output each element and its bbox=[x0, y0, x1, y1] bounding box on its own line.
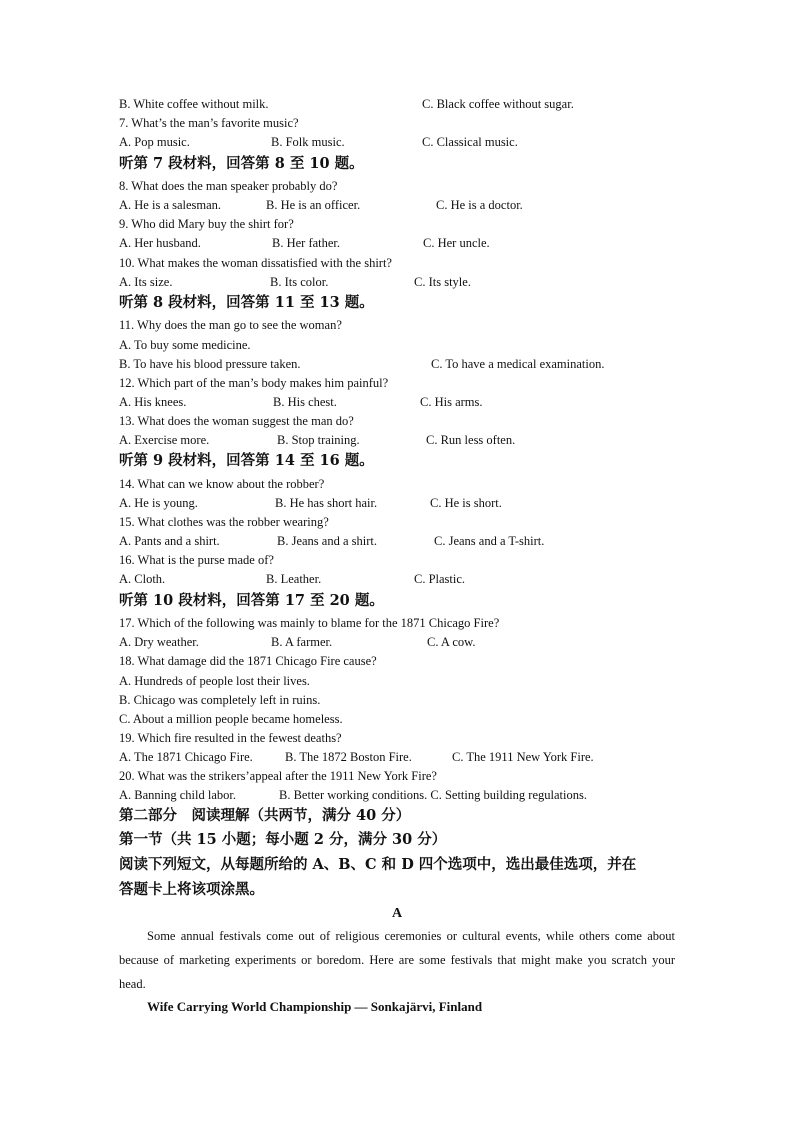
question-9: 9. Who did Mary buy the shirt for? bbox=[119, 217, 294, 231]
option-c: C. Classical music. bbox=[422, 135, 518, 149]
part2-title: 第二部分 阅读理解（共两节，满分 40 分） bbox=[119, 807, 411, 824]
question-8: 8. What does the man speaker probably do? bbox=[119, 179, 338, 193]
option-b: B. Her father. bbox=[272, 236, 341, 250]
passage-text: Some annual festivals come out of religious ceremonies or cultural events, while others come about because of marketing experiments or boredom. Here are some festivals that might make you scratch your head. bbox=[119, 929, 675, 991]
question-18: 18. What damage did the 1871 Chicago Fire cause? bbox=[119, 654, 377, 668]
question-17: 17. Which of the following was mainly to blame for the 1871 Chicago Fire? bbox=[119, 616, 500, 630]
option-a: A. Cloth. bbox=[119, 572, 166, 586]
option-b: B. White coffee without milk. bbox=[119, 97, 269, 111]
option-a: A. Banning child labor. bbox=[119, 788, 236, 802]
option-b: B. His chest. bbox=[273, 395, 337, 409]
option-b: B. Leather. bbox=[266, 572, 322, 586]
question-10: 10. What makes the woman dissatisfied with the shirt? bbox=[119, 256, 392, 270]
option-a: A. He is a salesman. bbox=[119, 198, 222, 212]
question-20: 20. What was the strikers’appeal after the 1911 New York Fire? bbox=[119, 769, 437, 783]
option-a: A. Its size. bbox=[119, 275, 173, 289]
passage-label: A bbox=[391, 906, 403, 921]
option-b: B. He is an officer. bbox=[266, 198, 361, 212]
q18-option-b: B. Chicago was completely left in ruins. bbox=[119, 693, 321, 707]
option-bc: B. Better working conditions. C. Setting building regulations. bbox=[279, 788, 587, 802]
option-a: A. Pop music. bbox=[119, 135, 190, 149]
q11-option-a: A. To buy some medicine. bbox=[119, 338, 251, 352]
option-c: C. Black coffee without sugar. bbox=[422, 97, 574, 111]
option-b: B. To have his blood pressure taken. bbox=[119, 357, 301, 371]
option-b: B. Folk music. bbox=[271, 135, 345, 149]
option-a: A. Her husband. bbox=[119, 236, 201, 250]
option-a: A. The 1871 Chicago Fire. bbox=[119, 750, 253, 764]
option-a: A. He is young. bbox=[119, 496, 198, 510]
option-c: C. Her uncle. bbox=[423, 236, 490, 250]
option-b: B. The 1872 Boston Fire. bbox=[285, 750, 412, 764]
option-b: B. A farmer. bbox=[271, 635, 333, 649]
q18-option-a: A. Hundreds of people lost their lives. bbox=[119, 674, 310, 688]
question-15: 15. What clothes was the robber wearing? bbox=[119, 515, 329, 529]
section-heading-10: 听第 10 段材料，回答第 17 至 20 题。 bbox=[119, 592, 384, 609]
option-a: A. His knees. bbox=[119, 395, 187, 409]
option-c: C. Jeans and a T-shirt. bbox=[434, 534, 545, 548]
passage-subheading: Wife Carrying World Championship — Sonkajärvi, Finland bbox=[147, 999, 483, 1014]
question-7: 7. What’s the man’s favorite music? bbox=[119, 116, 299, 130]
option-c: C. Plastic. bbox=[414, 572, 466, 586]
option-a: A. Exercise more. bbox=[119, 433, 210, 447]
option-c: C. To have a medical examination. bbox=[431, 357, 605, 371]
option-c: C. Its style. bbox=[414, 275, 471, 289]
question-14: 14. What can we know about the robber? bbox=[119, 477, 325, 491]
question-12: 12. Which part of the man’s body makes him painful? bbox=[119, 376, 389, 390]
section-heading-8: 听第 8 段材料，回答第 11 至 13 题。 bbox=[119, 294, 374, 311]
section-heading-7: 听第 7 段材料，回答第 8 至 10 题。 bbox=[119, 155, 364, 172]
instruction-line-1: 阅读下列短文，从每题所给的 A、B、C 和 D 四个选项中，选出最佳选项，并在 bbox=[119, 856, 637, 873]
option-b: B. He has short hair. bbox=[275, 496, 378, 510]
option-c: C. The 1911 New York Fire. bbox=[452, 750, 594, 764]
option-c: C. A cow. bbox=[427, 635, 476, 649]
question-19: 19. Which fire resulted in the fewest deaths? bbox=[119, 731, 342, 745]
question-13: 13. What does the woman suggest the man do? bbox=[119, 414, 354, 428]
instruction-line-2: 答题卡上将该项涂黑。 bbox=[119, 881, 264, 898]
section-heading-9: 听第 9 段材料，回答第 14 至 16 题。 bbox=[119, 452, 374, 469]
option-c: C. His arms. bbox=[420, 395, 483, 409]
question-16: 16. What is the purse made of? bbox=[119, 553, 274, 567]
section1-title: 第一节（共 15 小题；每小题 2 分，满分 30 分） bbox=[119, 831, 447, 848]
option-c: C. He is short. bbox=[430, 496, 502, 510]
question-11: 11. Why does the man go to see the woman? bbox=[119, 318, 342, 332]
option-b: B. Its color. bbox=[270, 275, 329, 289]
q18-option-c: C. About a million people became homeless. bbox=[119, 712, 343, 726]
option-a: A. Pants and a shirt. bbox=[119, 534, 220, 548]
option-b: B. Jeans and a shirt. bbox=[277, 534, 377, 548]
option-b: B. Stop training. bbox=[277, 433, 360, 447]
option-c: C. He is a doctor. bbox=[436, 198, 523, 212]
option-a: A. Dry weather. bbox=[119, 635, 199, 649]
option-c: C. Run less often. bbox=[426, 433, 516, 447]
